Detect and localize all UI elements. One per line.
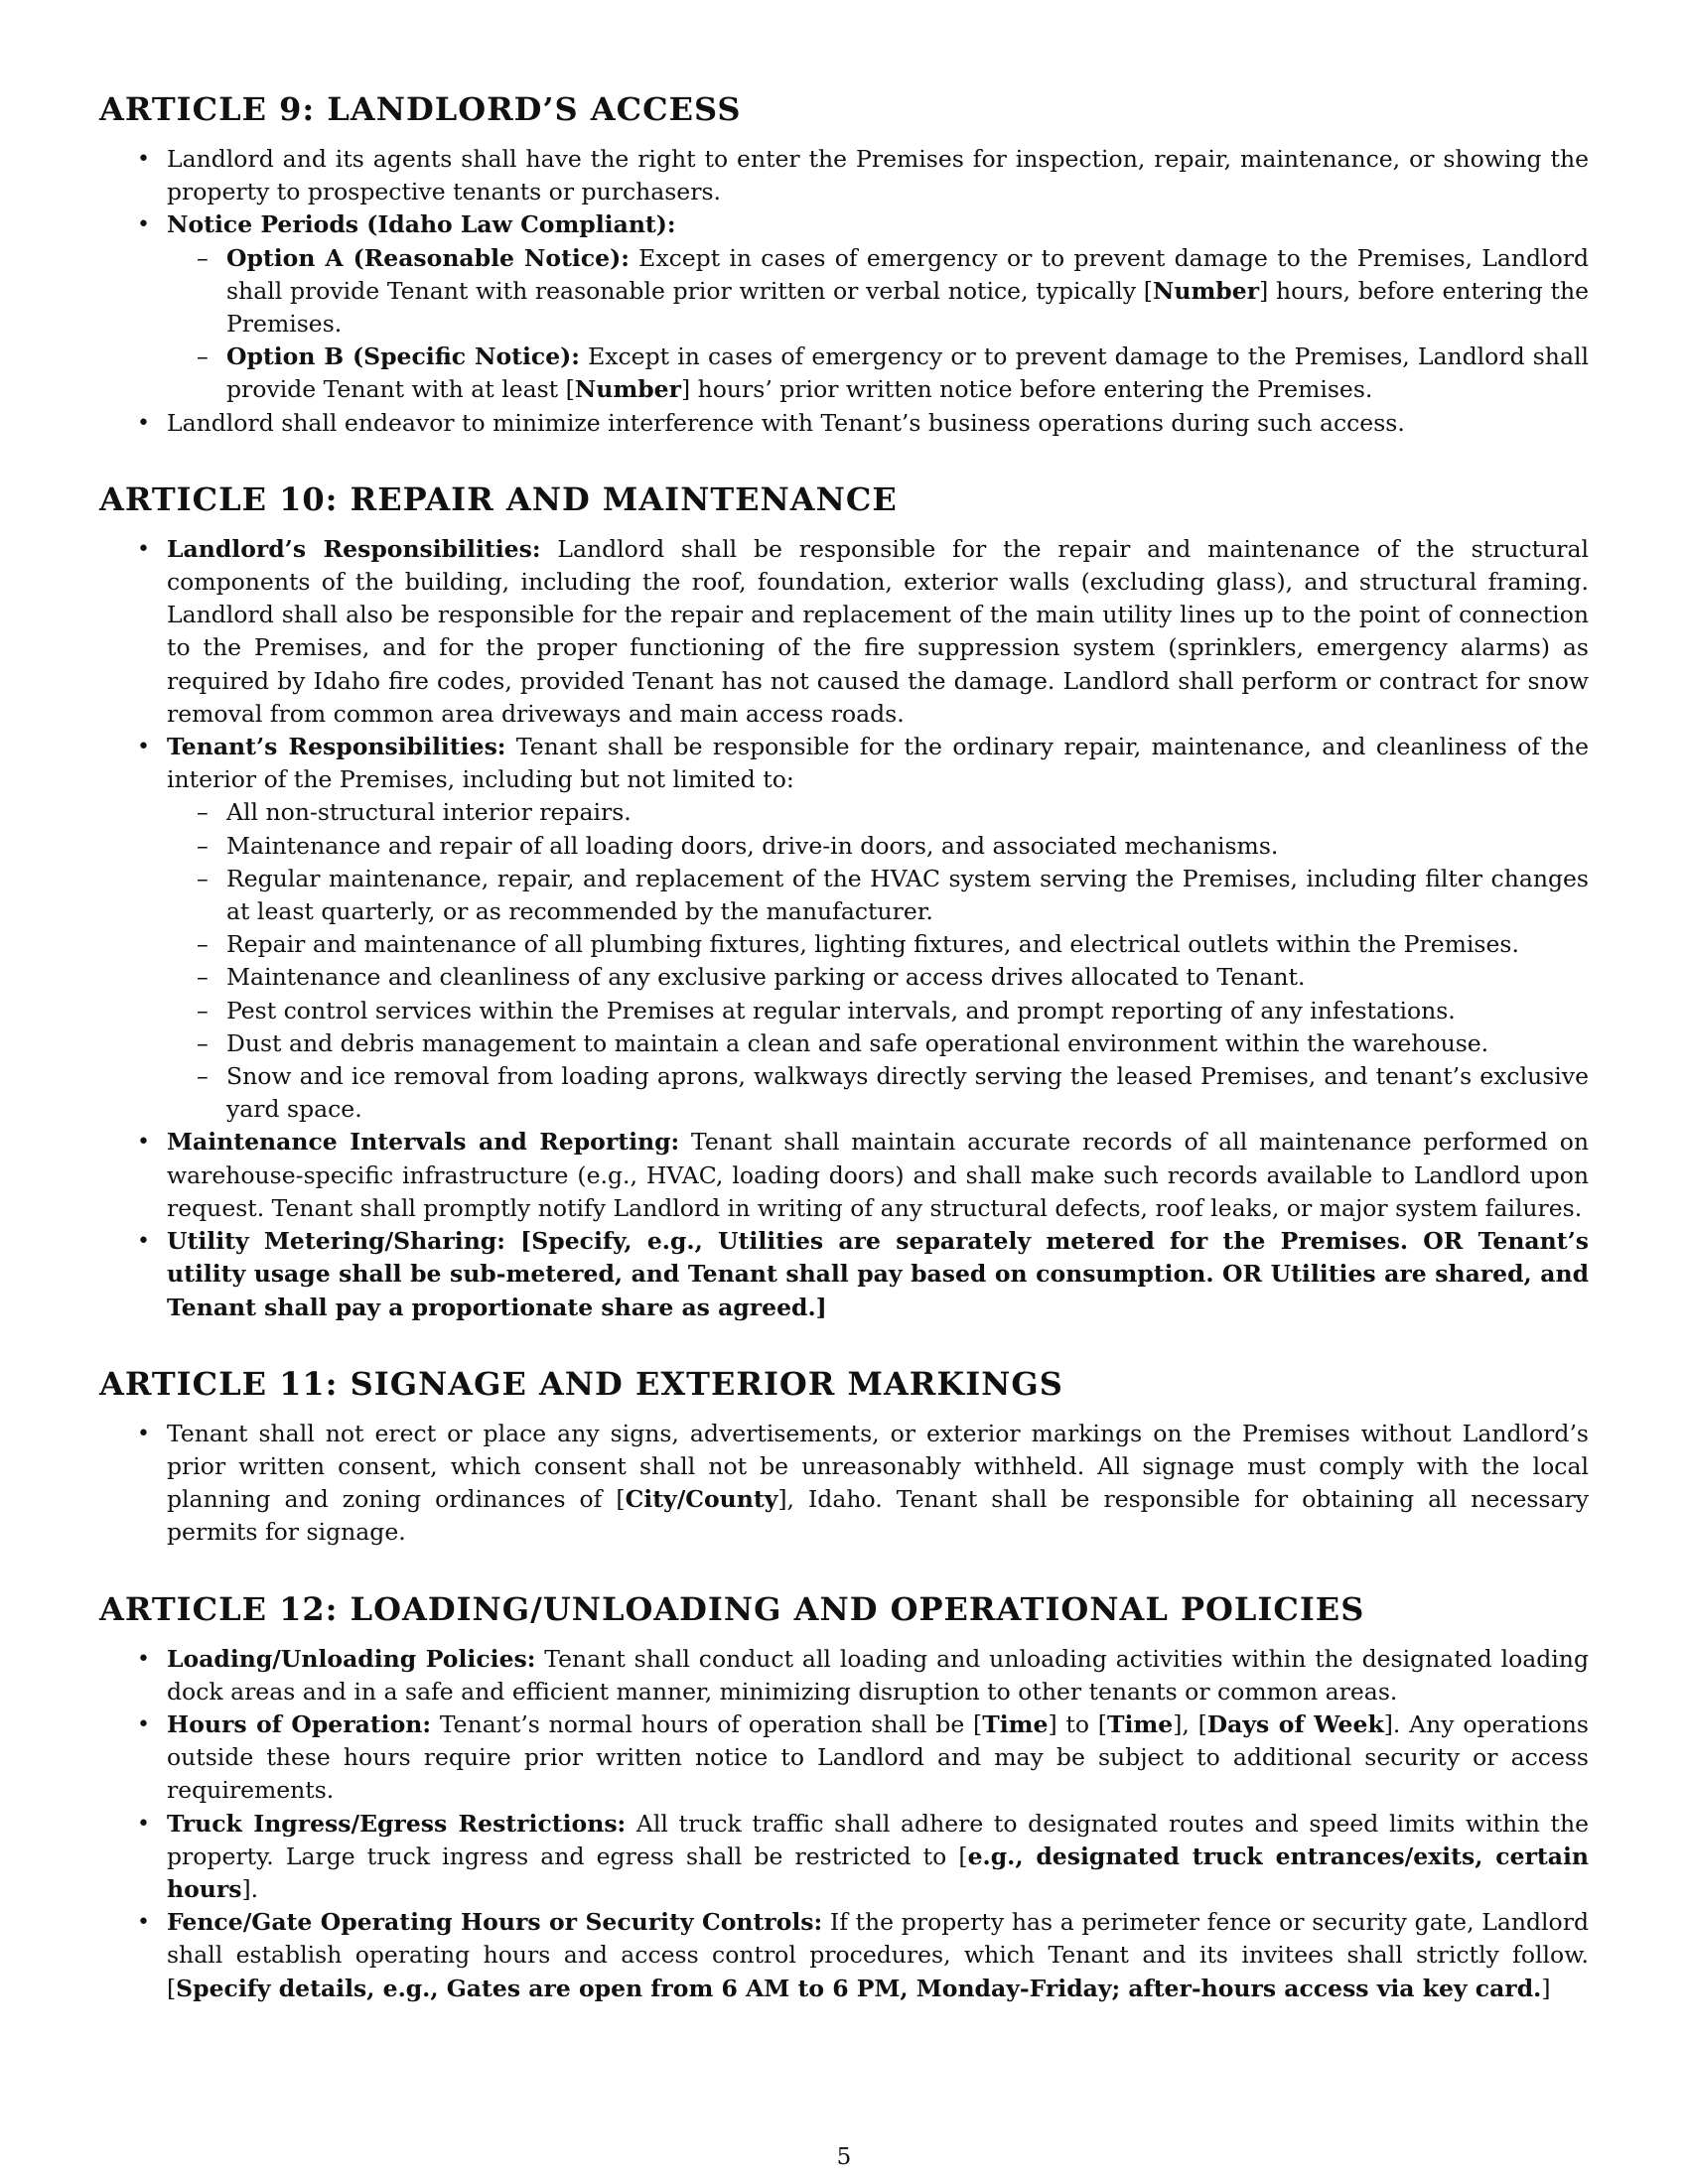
notice-periods-label: Notice Periods (Idaho Law Compliant): [167,210,676,239]
article-11-heading: ARTICLE 11: SIGNAGE AND EXTERIOR MARKINGS [99,1364,1063,1403]
article-9 [99,89,1589,440]
tenant-responsibilities: • Tenant’s Responsibilities: Tenant shall be responsible for the ordinary repair, maintenance, and cleanliness of the interior of the Premises, including but not limited to: – All non-structural interior repairs. – Maintenance and repair of all loading doors, drive-in doors, and associated mechanisms. – Regular maintenance, repair, and replacement of the HVAC system serving the Premises, including filter changes at least quarterly, or as recommended by the manufacturer. – Repair and maintenance of all plumbing fixtures, lighting fixtures, and electrical outlets within the Premises. – Maintenance and cleanliness of any exclusive parking or access drives allocated to Tenant. – Pest control services within the Premises at regular intervals, and prompt reporting of any infestations. – Dust and debris management to maintain a clean and safe operational environment within the warehouse. – Snow and ice removal from loading aprons, walkways directly serving the leased Premises, and tenant’s exclusive yard space. [99,731,1589,1126]
fence-gate-controls: • Fence/Gate Operating Hours or Security Controls: If the property has a perimeter fence or security gate, Landlord shall establish operating hours and access control procedures, which Tenant and its invitees shall strictly follow. [Specify details, e.g., Gates are open from 6 AM to 6 PM, Monday-Friday; after-hours access via key card.] [99,1906,1589,2005]
article-12 [99,1589,1589,2005]
list-item [99,208,1589,406]
landlord-responsibilities: • Landlord’s Responsibilities: Landlord shall be responsible for the repair and maintenance of the structural components of the building, including the roof, foundation, exterior walls (excluding glass), and structural framing. Landlord shall also be responsible for the repair and replacement of the main utility lines up to the point of connection to the Premises, and for the proper functioning of the fire suppression system (sprinklers, emergency alarms) as required by Idaho fire codes, provided Tenant has not caused the damage. Landlord shall perform or contract for snow removal from common area driveways and main access roads. [99,533,1589,731]
list-item: – Dust and debris management to maintain a clean and safe operational environment within the warehouse. [167,1027,1589,1060]
list-item: – Snow and ice removal from loading aprons, walkways directly serving the leased Premises, and tenant’s exclusive yard space. [167,1060,1589,1126]
loading-policies: • Loading/Unloading Policies: Tenant shall conduct all loading and unloading activities within the designated loading dock areas and in a safe and efficient manner, minimizing disruption to other tenants or common areas. [99,1643,1589,1708]
article-10 [99,479,1589,1324]
list-item: • Landlord and its agents shall have the right to enter the Premises for inspection, repair, maintenance, or showing the property to prospective tenants or purchasers. [99,143,1589,208]
article-9-list [99,143,1589,440]
article-10-heading: ARTICLE 10: REPAIR AND MAINTENANCE [99,479,898,518]
document-page [99,89,1589,2045]
list-item: – All non-structural interior repairs. [167,796,1589,829]
article-9-heading: ARTICLE 9: LANDLORD’S ACCESS [99,90,742,128]
option-b: – Option B (Specific Notice): Except in cases of emergency or to prevent damage to the Premises, Landlord shall provide Tenant with at least [Number] hours’ prior written notice before entering the Premises. [167,341,1589,406]
list-item: – Repair and maintenance of all plumbing fixtures, lighting fixtures, and electrical outlets within the Premises. [167,928,1589,961]
article-12-list [99,1643,1589,2005]
utility-metering: • Utility Metering/Sharing: [Specify, e.g., Utilities are separately metered for the Premises. OR Tenant’s utility usage shall be sub-metered, and Tenant shall pay based on consumption. OR Utilities are shared, and Tenant shall pay a proportionate share as agreed.] [99,1225,1589,1324]
list-item: • Landlord shall endeavor to minimize interference with Tenant’s business operations during such access. [99,407,1589,440]
page-number: 5 [836,2144,852,2170]
maintenance-intervals: • Maintenance Intervals and Reporting: Tenant shall maintain accurate records of all maintenance performed on warehouse-specific infrastructure (e.g., HVAC, loading doors) and shall make such records available to Landlord upon request. Tenant shall promptly notify Landlord in writing of any structural defects, roof leaks, or major system failures. [99,1126,1589,1225]
article-12-heading: ARTICLE 12: LOADING/UNLOADING AND OPERATIONAL POLICIES [99,1589,1365,1628]
list-item: – Regular maintenance, repair, and replacement of the HVAC system serving the Premises, including filter changes at least quarterly, or as recommended by the manufacturer. [167,863,1589,928]
article-11 [99,1364,1589,1550]
list-item: • Tenant shall not erect or place any signs, advertisements, or exterior markings on the Premises without Landlord’s prior written consent, which consent shall not be unreasonably withheld. All signage must comply with the local planning and zoning ordinances of [City/County], Idaho. Tenant shall be responsible for obtaining all necessary permits for signage. [99,1418,1589,1550]
tenant-items-list [167,796,1589,1126]
notice-options-list [167,242,1589,407]
option-a: – Option A (Reasonable Notice): Except in cases of emergency or to prevent damage to the Premises, Landlord shall provide Tenant with reasonable prior written or verbal notice, typically [Number] hours, before entering the Premises. [167,242,1589,341]
truck-restrictions: • Truck Ingress/Egress Restrictions: All truck traffic shall adhere to designated routes and speed limits within the property. Large truck ingress and egress shall be restricted to [e.g., designated truck entrances/exits, certain hours]. [99,1808,1589,1907]
list-item: – Maintenance and cleanliness of any exclusive parking or access drives allocated to Tenant. [167,961,1589,994]
list-item: – Pest control services within the Premises at regular intervals, and prompt reporting of any infestations. [167,995,1589,1027]
hours-of-operation: • Hours of Operation: Tenant’s normal hours of operation shall be [Time] to [Time], [Days of Week]. Any operations outside these hours require prior written notice to Landlord and may be subject to additional security or access requirements. [99,1708,1589,1808]
article-11-list [99,1418,1589,1550]
article-10-list [99,533,1589,1324]
list-item: – Maintenance and repair of all loading doors, drive-in doors, and associated mechanisms. [167,830,1589,863]
